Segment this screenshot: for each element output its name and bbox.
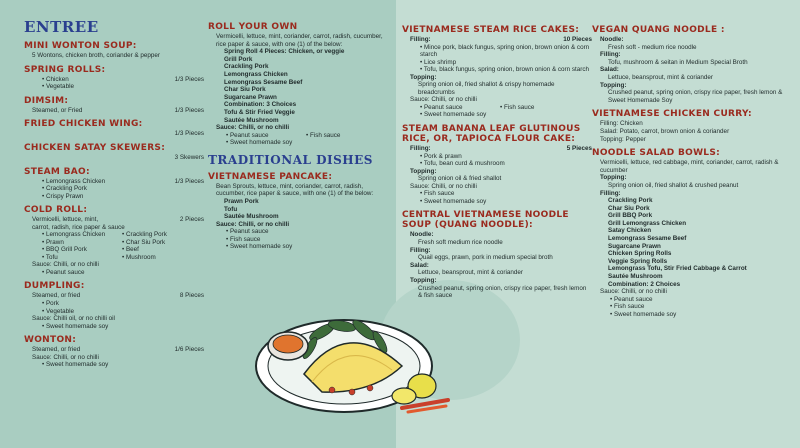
mini-wonton-desc: 5 Wontons, chicken broth, coriander & pepper [32,52,160,59]
entree-title: ENTREE [24,18,99,36]
filling-label: Filling: [600,51,621,59]
list-item: Chicken Spring Rolls [608,250,672,258]
list-item: • Sweet homemade soy [208,243,393,251]
spring-rolls-title: SPRING ROLLS: [24,64,106,75]
menu-item-row: • Chicken 1/3 Pieces [42,75,204,83]
list-item: • Lice shrimp [402,59,592,67]
roll-your-own-title: ROLL YOUR OWN [208,22,298,32]
cold-roll-title: COLD ROLL: [24,205,88,216]
curry-title: VIETNAMESE CHICKEN CURRY: [592,109,752,120]
menu-item-row: 1/3 Pieces [174,130,204,138]
list-item: Char Siu Pork [224,86,266,94]
noodle-text: Fresh soft - medium rice noodle [608,43,697,51]
list-item: Grill BBQ Pork [608,212,653,220]
menu-item-row: Filling: 5 Pieces [410,144,592,152]
list-item: • Peanut sauce • Fish sauce [208,132,393,140]
list-item: Tofu & Stir Fried Veggie [224,108,295,116]
list-item: • Tofu, bean curd & mushroom [402,160,592,168]
list-item: • Sweet homemade soy [402,111,592,119]
list-item: • Mince pork, black fungus, spring onion, brown onion & corn starch [402,44,592,59]
pancake-desc: Bean Sprouts, lettuce, mint, coriander, carrot, radish, cucumber, rice paper & sauce, with one (1) of the below: [216,182,374,198]
list-item: • Lemongrass Chicken • Crackling Pork [24,231,204,239]
sauce-line: Sauce: Chilli, or no chilli [600,288,667,296]
list-item: • Sweet homemade soy [592,311,792,319]
list-item: • Sweet homemade soy [24,323,204,331]
menu-item-row: Steamed, or Fried 1/3 Pieces [32,106,204,114]
list-item: Sautée Mushroom [224,116,279,124]
list-item: Satay Chicken [608,227,652,235]
filling-text: Quail eggs, prawn, pork in medium special broth [418,254,553,262]
list-item: • Peanut sauce • Fish sauce [402,104,592,112]
sauce-line: Sauce: Chilli, or no chilli [216,220,290,228]
pancake-title: VIETNAMESE PANCAKE: [208,171,333,182]
list-item: Grill Lemongrass Chicken [608,219,687,227]
list-item: Prawn Pork [224,197,259,205]
topping-label: Topping: [410,73,437,81]
sauce-line: Sauce: Chilli, or no chilli [32,261,99,269]
filling-label: Filling: [600,189,621,197]
list-item: • BBQ Grill Pork • Beef [24,246,204,254]
topping-label: Topping: [600,174,627,182]
salad-bowls-desc: Vermicelli, lettuce, red cabbage, mint, coriander, carrot, radish & cucumber [600,159,779,174]
list-item: • Crispy Prawn [24,193,204,201]
wonton-title: WONTON: [24,335,77,346]
list-item: Spring Roll 4 Pieces: Chicken, or veggie [224,48,345,56]
list-item: • Tofu • Mushroom [24,254,204,262]
list-item: • Pork & prawn [402,153,592,161]
topping-text: Crushed peanut, spring onion, crispy rice paper, fresh lemon & Sweet Homemade Soy [608,89,783,104]
sauce-line: Sauce: Chilli, or no chilli [410,96,477,104]
salad-label: Salad: [410,261,429,269]
list-item: Sugarcane Prawn [608,242,661,250]
filling-label: Filling: [410,246,431,254]
menu-item-row: Vermicelli, lettuce, mint, 2 Pieces [32,216,204,224]
noodle-label: Noodle: [410,231,434,239]
roll-your-own-column [208,18,393,251]
noodle-text: Fresh soft medium rice noodle [418,238,503,246]
list-item: • Peanut sauce [592,296,792,304]
topping-text: Spring onion oil & fried shallot [418,175,502,183]
list-item: • Peanut sauce [24,269,204,277]
dimsim-title: DIMSIM: [24,95,69,106]
mini-wonton-title: MINI WONTON SOUP: [24,41,137,51]
entree-column [24,18,204,369]
salad-label: Salad: [600,66,619,74]
vegan-quang-title: VEGAN QUANG NOODLE : [592,25,725,35]
list-item: • Sweet homemade soy [208,139,393,147]
list-item: Char Siu Pork [608,204,650,212]
fried-wing-title: FRIED CHICKEN WING: [24,119,143,130]
curry-topping: Topping: Pepper [600,135,646,143]
list-item: Sautée Mushroom [608,273,663,281]
steam-bao-title: STEAM BAO: [24,166,90,177]
menu-item-row: • Lemongrass Chicken 1/3 Pieces [42,177,204,185]
list-item: Lemongrass Sesame Beef [224,78,303,86]
list-item: • Peanut sauce [208,228,393,236]
list-item: • Prawn • Char Siu Pork [24,239,204,247]
roll-your-own-desc: Vermicelli, lettuce, mint, coriander, carrot, radish, cucumber, rice paper & sauce, with one (1) of the below: [216,33,383,48]
curry-filling: Filling: Chicken [600,120,643,128]
list-item: Sugarcane Prawn [224,93,277,101]
list-item: Crackling Pork [608,197,653,205]
topping-label: Topping: [600,81,627,89]
salad-text: Lettuce, beansprout, mint & coriander [608,73,714,81]
list-item: Combination: 3 Choices [224,101,297,109]
topping-text: Spring onion oil, fried shallot & crushed peanut [608,181,739,189]
sauce-line: Sauce: Chilli, or no chilli [216,124,290,132]
list-item: Lemongrass Chicken [224,70,288,78]
list-item: Combination: 2 Choices [608,280,681,288]
list-item: • Fish sauce [402,190,592,198]
steam-rice-title: VIETNAMESE STEAM RICE CAKES: [402,25,580,35]
steamed-dishes-column [402,20,592,300]
menu-item-row: 3 Skewers [174,153,204,161]
noodle-label: Noodle: [600,36,624,43]
curry-salad: Salad: Potato, carrot, brown onion & coriander [600,127,730,135]
filling-text: Tofu, mushroom & seitan in Medium Special Broth [608,58,748,66]
sauce-line: Sauce: Chilli oil, or no chilli oil [32,315,115,323]
sauce-line: Sauce: Chilli, or no chilli [410,182,477,190]
menu-item-row: Filling: 10 Pieces [410,36,592,43]
menu-item-row: • Vegetable [42,83,74,91]
topping-label: Topping: [410,167,437,175]
list-item: Lemongrass Tofu, Stir Fried Cabbage & Carrot [608,265,747,273]
list-item: Tofu [224,205,238,213]
cold-roll-desc: carrot, radish, rice paper & sauce [32,223,125,231]
list-item: Grill Pork [224,55,253,63]
list-item: • Sweet homemade soy [24,361,204,369]
menu-item-row: Steamed, or fried 1/6 Pieces [32,346,204,354]
salad-text: Lettuce, beansprout, mint & coriander [418,269,524,277]
list-item: Sautée Mushroom [224,213,279,221]
list-item: • Pork [24,300,204,308]
banana-leaf-title: STEAM BANANA LEAF GLUTINOUS RICE, OR, TAPIOCA FLOUR CAKE: [402,123,581,144]
list-item: Crackling Pork [224,63,269,71]
list-item: Lemongrass Sesame Beef [608,235,687,243]
topping-text: Crushed peanut, spring onion, crispy rice paper, fresh lemon & fish sauce [418,284,587,300]
list-item: • Vegetable [24,308,204,316]
central-noodle-title: CENTRAL VIETNAMESE NOODLE SOUP (QUANG NOODLE): [402,210,569,231]
list-item: Veggie Spring Rolls [608,257,668,265]
menu-item-row: Steamed, or fried 8 Pieces [32,292,204,300]
noodle-curry-column [592,20,792,318]
list-item: • Crackling Pork [24,185,204,193]
salad-bowls-title: NOODLE SALAD BOWLS: [592,148,721,159]
dumpling-title: DUMPLING: [24,281,85,292]
list-item: • Fish sauce [208,236,393,244]
list-item: • Sweet homemade soy [402,198,592,206]
list-item: • Fish sauce [592,303,792,311]
traditional-dishes-title: TRADITIONAL DISHES [208,152,373,167]
satay-title: CHICKEN SATAY SKEWERS: [24,142,166,153]
sauce-line: Sauce: Chilli, or no chilli [32,353,99,361]
pancake-plate-illustration [252,296,452,416]
list-item: • Tofu, black fungus, spring onion, brown onion & corn starch [402,66,592,74]
topping-text: Spring onion oil, fried shallot & crispy homemade breadcrumbs [418,81,555,96]
topping-label: Topping: [410,276,437,284]
